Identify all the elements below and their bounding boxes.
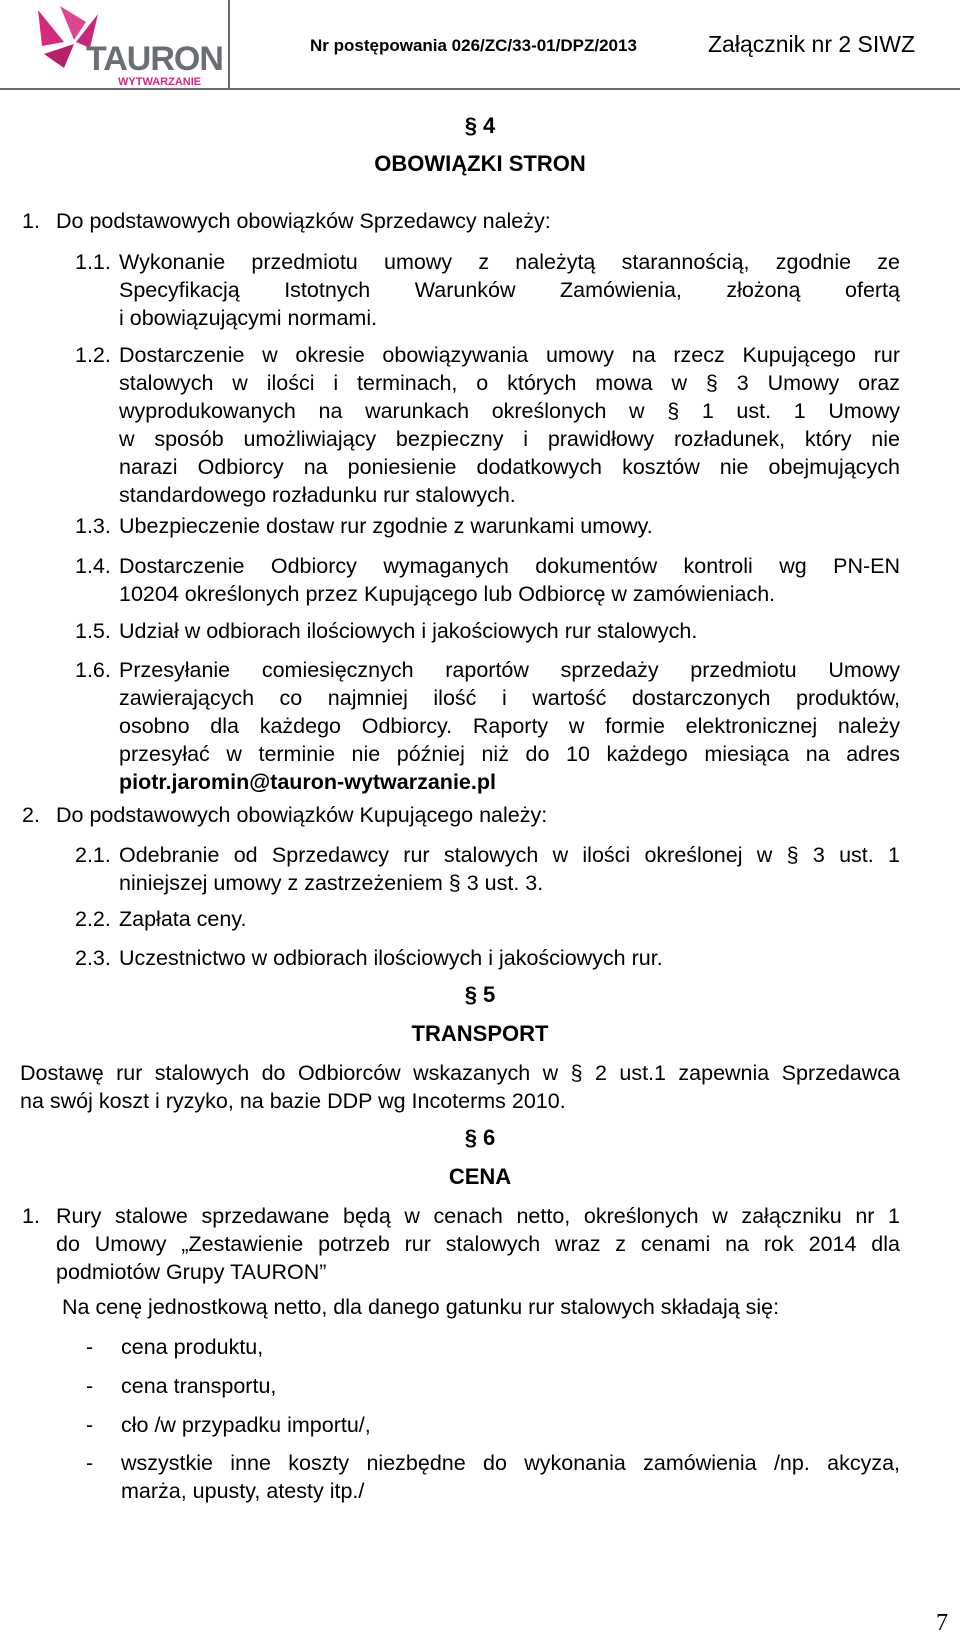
price-component-2: cena transportu, (121, 1374, 277, 1398)
item-1-2-line: standardowego rozładunku rur stalowych. (119, 483, 516, 507)
item-1-4-line: 10204 określonych przez Kupującego lub Odbiorcę w zamówieniach. (119, 582, 776, 606)
logo-subtitle: WYTWARZANIE (118, 76, 202, 88)
price-component-3: cło /w przypadku importu/, (121, 1413, 371, 1437)
item-1-6-line: osobno dla każdego Odbiorcy. Raporty w formie elektronicznej należy (119, 714, 900, 738)
item-1-6-text (119, 656, 900, 796)
bullet-dash: - (86, 1335, 94, 1359)
s6-point-1-line: podmiotów Grupy TAURON” (56, 1260, 327, 1284)
item-1-3-number: 1.3. (75, 514, 111, 538)
item-1-2-line: w sposób umożliwiający bezpieczny i prawidłowy rozładunek, który nie (119, 427, 900, 451)
item-1-2-line: stalowych w ilości i terminach, o których mowa w § 3 Umowy oraz (119, 371, 900, 395)
section-5-line: na swój koszt i ryzyko, na bazie DDP wg Incoterms 2010. (20, 1089, 566, 1113)
s6-point-1-line: do Umowy „Zestawienie potrzeb rur stalowych wraz z cenami na rok 2014 dla (56, 1232, 900, 1256)
s6-point-1-number: 1. (22, 1204, 40, 1228)
s6-point-1-line: Rury stalowe sprzedawane będą w cenach netto, określonych w załączniku nr 1 (56, 1204, 900, 1228)
s6-point-1-text (56, 1202, 900, 1286)
section-5-number: § 5 (464, 982, 496, 1007)
item-2-1-number: 2.1. (75, 843, 111, 867)
s4-point-2-number: 2. (22, 803, 40, 827)
tauron-logo (30, 2, 223, 92)
item-1-6-line: przesyłać w terminie nie później niż do 10 każdego miesiąca na adres (119, 742, 900, 766)
item-2-3-text: Uczestnictwo w odbiorach ilościowych i jakościowych rur. (119, 946, 663, 970)
price-component-4 (121, 1449, 900, 1505)
item-1-2-line: wyprodukowanych na warunkach określonych w § 1 ust. 1 Umowy (119, 399, 900, 423)
section-4-number: § 4 (464, 113, 496, 138)
price-component-4-line: marża, upusty, atesty itp./ (121, 1479, 365, 1503)
item-2-1-text (119, 841, 900, 897)
item-1-1-line: Specyfikacją Istotnych Warunków Zamówienia, złożoną ofertą (119, 278, 900, 302)
item-1-4-number: 1.4. (75, 554, 111, 578)
item-1-1-line: Wykonanie przedmiotu umowy z należytą starannością, zgodnie ze (119, 250, 900, 274)
section-5-title: TRANSPORT (411, 1021, 549, 1046)
item-1-1-text (119, 248, 900, 332)
item-1-4-text (119, 552, 900, 608)
item-2-2-number: 2.2. (75, 907, 111, 931)
item-1-2-text (119, 341, 900, 509)
item-1-6-line: Przesyłanie comiesięcznych raportów sprzedaży przedmiotu Umowy (119, 658, 900, 682)
header-divider-horizontal (0, 88, 960, 90)
item-1-2-line: Dostarczenie w okresie obowiązywania umowy na rzecz Kupującego rur (119, 343, 900, 367)
item-1-3-text: Ubezpieczenie dostaw rur zgodnie z warunkami umowy. (119, 514, 653, 538)
s4-point-1-text: Do podstawowych obowiązków Sprzedawcy należy: (56, 209, 551, 233)
annex-label: Załącznik nr 2 SIWZ (708, 31, 916, 57)
bullet-dash: - (86, 1451, 94, 1475)
item-1-1-number: 1.1. (75, 250, 111, 274)
section-6-title: CENA (448, 1164, 512, 1189)
price-component-4-line: wszystkie inne koszty niezbędne do wykonania zamówienia /np. akcyza, (121, 1451, 900, 1475)
item-2-1-line: Odebranie od Sprzedawcy rur stalowych w ilości określonej w § 3 ust. 1 (119, 843, 900, 867)
section-4-title: OBOWIĄZKI STRON (374, 151, 586, 176)
logo-wordmark: TAURON (86, 40, 223, 78)
item-1-1-line: i obowiązującymi normami. (119, 306, 378, 330)
item-1-5-text: Udział w odbiorach ilościowych i jakościowych rur stalowych. (119, 619, 698, 643)
report-email-address: piotr.jaromin@tauron-wytwarzanie.pl (119, 770, 496, 794)
header-divider-vertical (228, 0, 230, 88)
item-1-6-number: 1.6. (75, 658, 111, 682)
s4-point-1-number: 1. (22, 209, 40, 233)
item-2-3-number: 2.3. (75, 946, 111, 970)
item-1-5-number: 1.5. (75, 619, 111, 643)
bullet-dash: - (86, 1374, 94, 1398)
item-1-6-line: zawierających co najmniej ilość i wartość dostarczonych produktów, (119, 686, 900, 710)
item-1-2-line: narazi Odbiorcy na poniesienie dodatkowych kosztów nie obejmujących (119, 455, 900, 479)
section-6-number: § 6 (464, 1125, 496, 1150)
item-2-1-line: niniejszej umowy z zastrzeżeniem § 3 ust. 3. (119, 871, 544, 895)
item-2-2-text: Zapłata ceny. (119, 907, 247, 931)
page-number: 7 (936, 1610, 948, 1636)
page-header (0, 0, 960, 96)
item-1-2-number: 1.2. (75, 343, 111, 367)
section-5-text (20, 1059, 900, 1115)
item-1-4-line: Dostarczenie Odbiorcy wymaganych dokumentów kontroli wg PN-EN (119, 554, 900, 578)
section-5-line: Dostawę rur stalowych do Odbiorców wskazanych w § 2 ust.1 zapewnia Sprzedawca (20, 1061, 900, 1085)
bullet-dash: - (86, 1413, 94, 1437)
procedure-number: Nr postępowania 026/ZC/33-01/DPZ/2013 (310, 36, 637, 55)
s4-point-2-text: Do podstawowych obowiązków Kupującego należy: (56, 803, 548, 827)
price-component-1: cena produktu, (121, 1335, 264, 1359)
price-components-intro: Na cenę jednostkową netto, dla danego gatunku rur stalowych składają się: (62, 1295, 780, 1319)
